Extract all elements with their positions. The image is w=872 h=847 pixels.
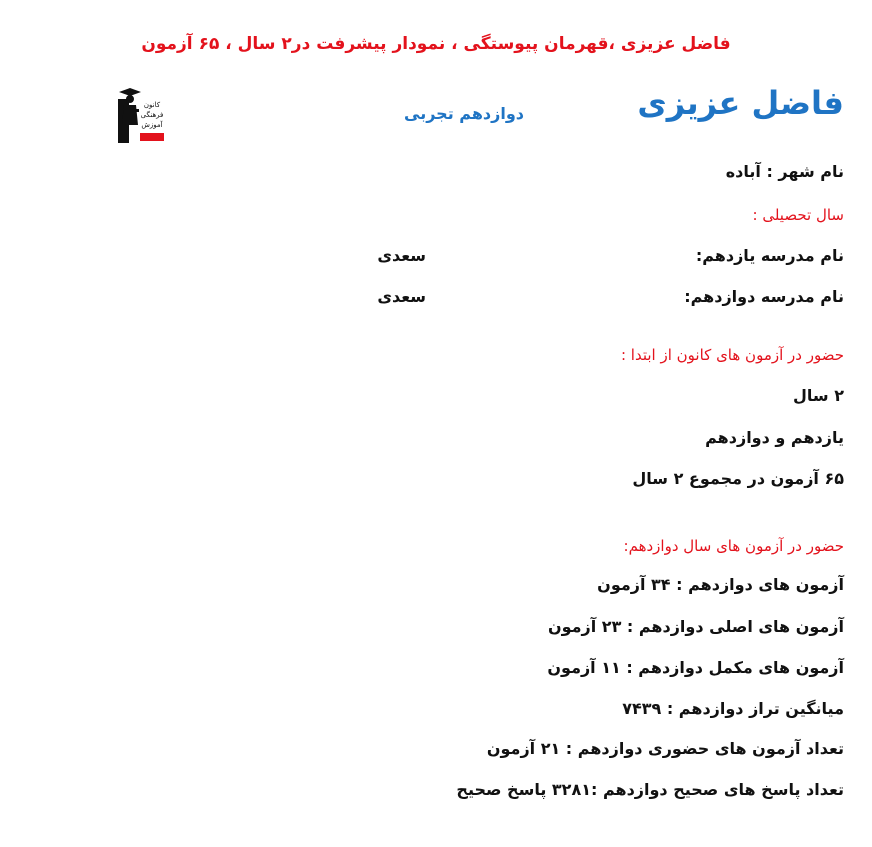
graduate-figure-icon xyxy=(118,85,166,143)
school-12-label: نام مدرسه دوازدهم: xyxy=(684,287,844,306)
svg-text:آموزش: آموزش xyxy=(141,121,163,129)
svg-text:فرهنگی: فرهنگی xyxy=(140,111,164,119)
attendance-exams: ۶۵ آزمون در مجموع ۲ سال xyxy=(632,469,844,488)
stat-line: میانگین تراز دوازدهم : ۷۴۳۹ xyxy=(622,699,844,718)
stat-line: تعداد آزمون های حضوری دوازدهم : ۲۱ آزمون xyxy=(486,739,844,758)
stat-line: آزمون های مکمل دوازدهم : ۱۱ آزمون xyxy=(547,658,844,677)
school-11-value: سعدی xyxy=(377,246,426,265)
attendance-years: ۲ سال xyxy=(793,386,844,405)
school-11-label: نام مدرسه یازدهم: xyxy=(695,246,844,265)
city-line: نام شهر : آباده xyxy=(725,162,844,181)
stat-line: آزمون های اصلی دوازدهم : ۲۳ آزمون xyxy=(547,617,844,636)
school-12-value: سعدی xyxy=(377,287,426,306)
attendance-total-label: حضور در آزمون های کانون از ابتدا : xyxy=(620,346,844,364)
stat-line: تعداد پاسخ های صحیح دوازدهم :۳۲۸۱ پاسخ صحیح xyxy=(456,780,844,799)
attendance-grades: یازدهم و دوازدهم xyxy=(705,428,844,447)
svg-text:کانون: کانون xyxy=(143,101,161,109)
document-title: فاضل عزیزی ،قهرمان پیوستگی ، نمودار پیشرفت در۲ سال ، ۶۵ آزمون xyxy=(141,34,731,54)
student-grade: دوازدهم تجربی xyxy=(404,104,524,123)
academic-year-label: سال تحصیلی : xyxy=(752,206,844,224)
kanoon-logo xyxy=(118,85,166,143)
student-name: فاضل عزیزی xyxy=(637,84,844,122)
attendance-12-label: حضور در آزمون های سال دوازدهم: xyxy=(623,537,844,555)
stat-line: آزمون های دوازدهم : ۳۴ آزمون xyxy=(597,575,844,594)
